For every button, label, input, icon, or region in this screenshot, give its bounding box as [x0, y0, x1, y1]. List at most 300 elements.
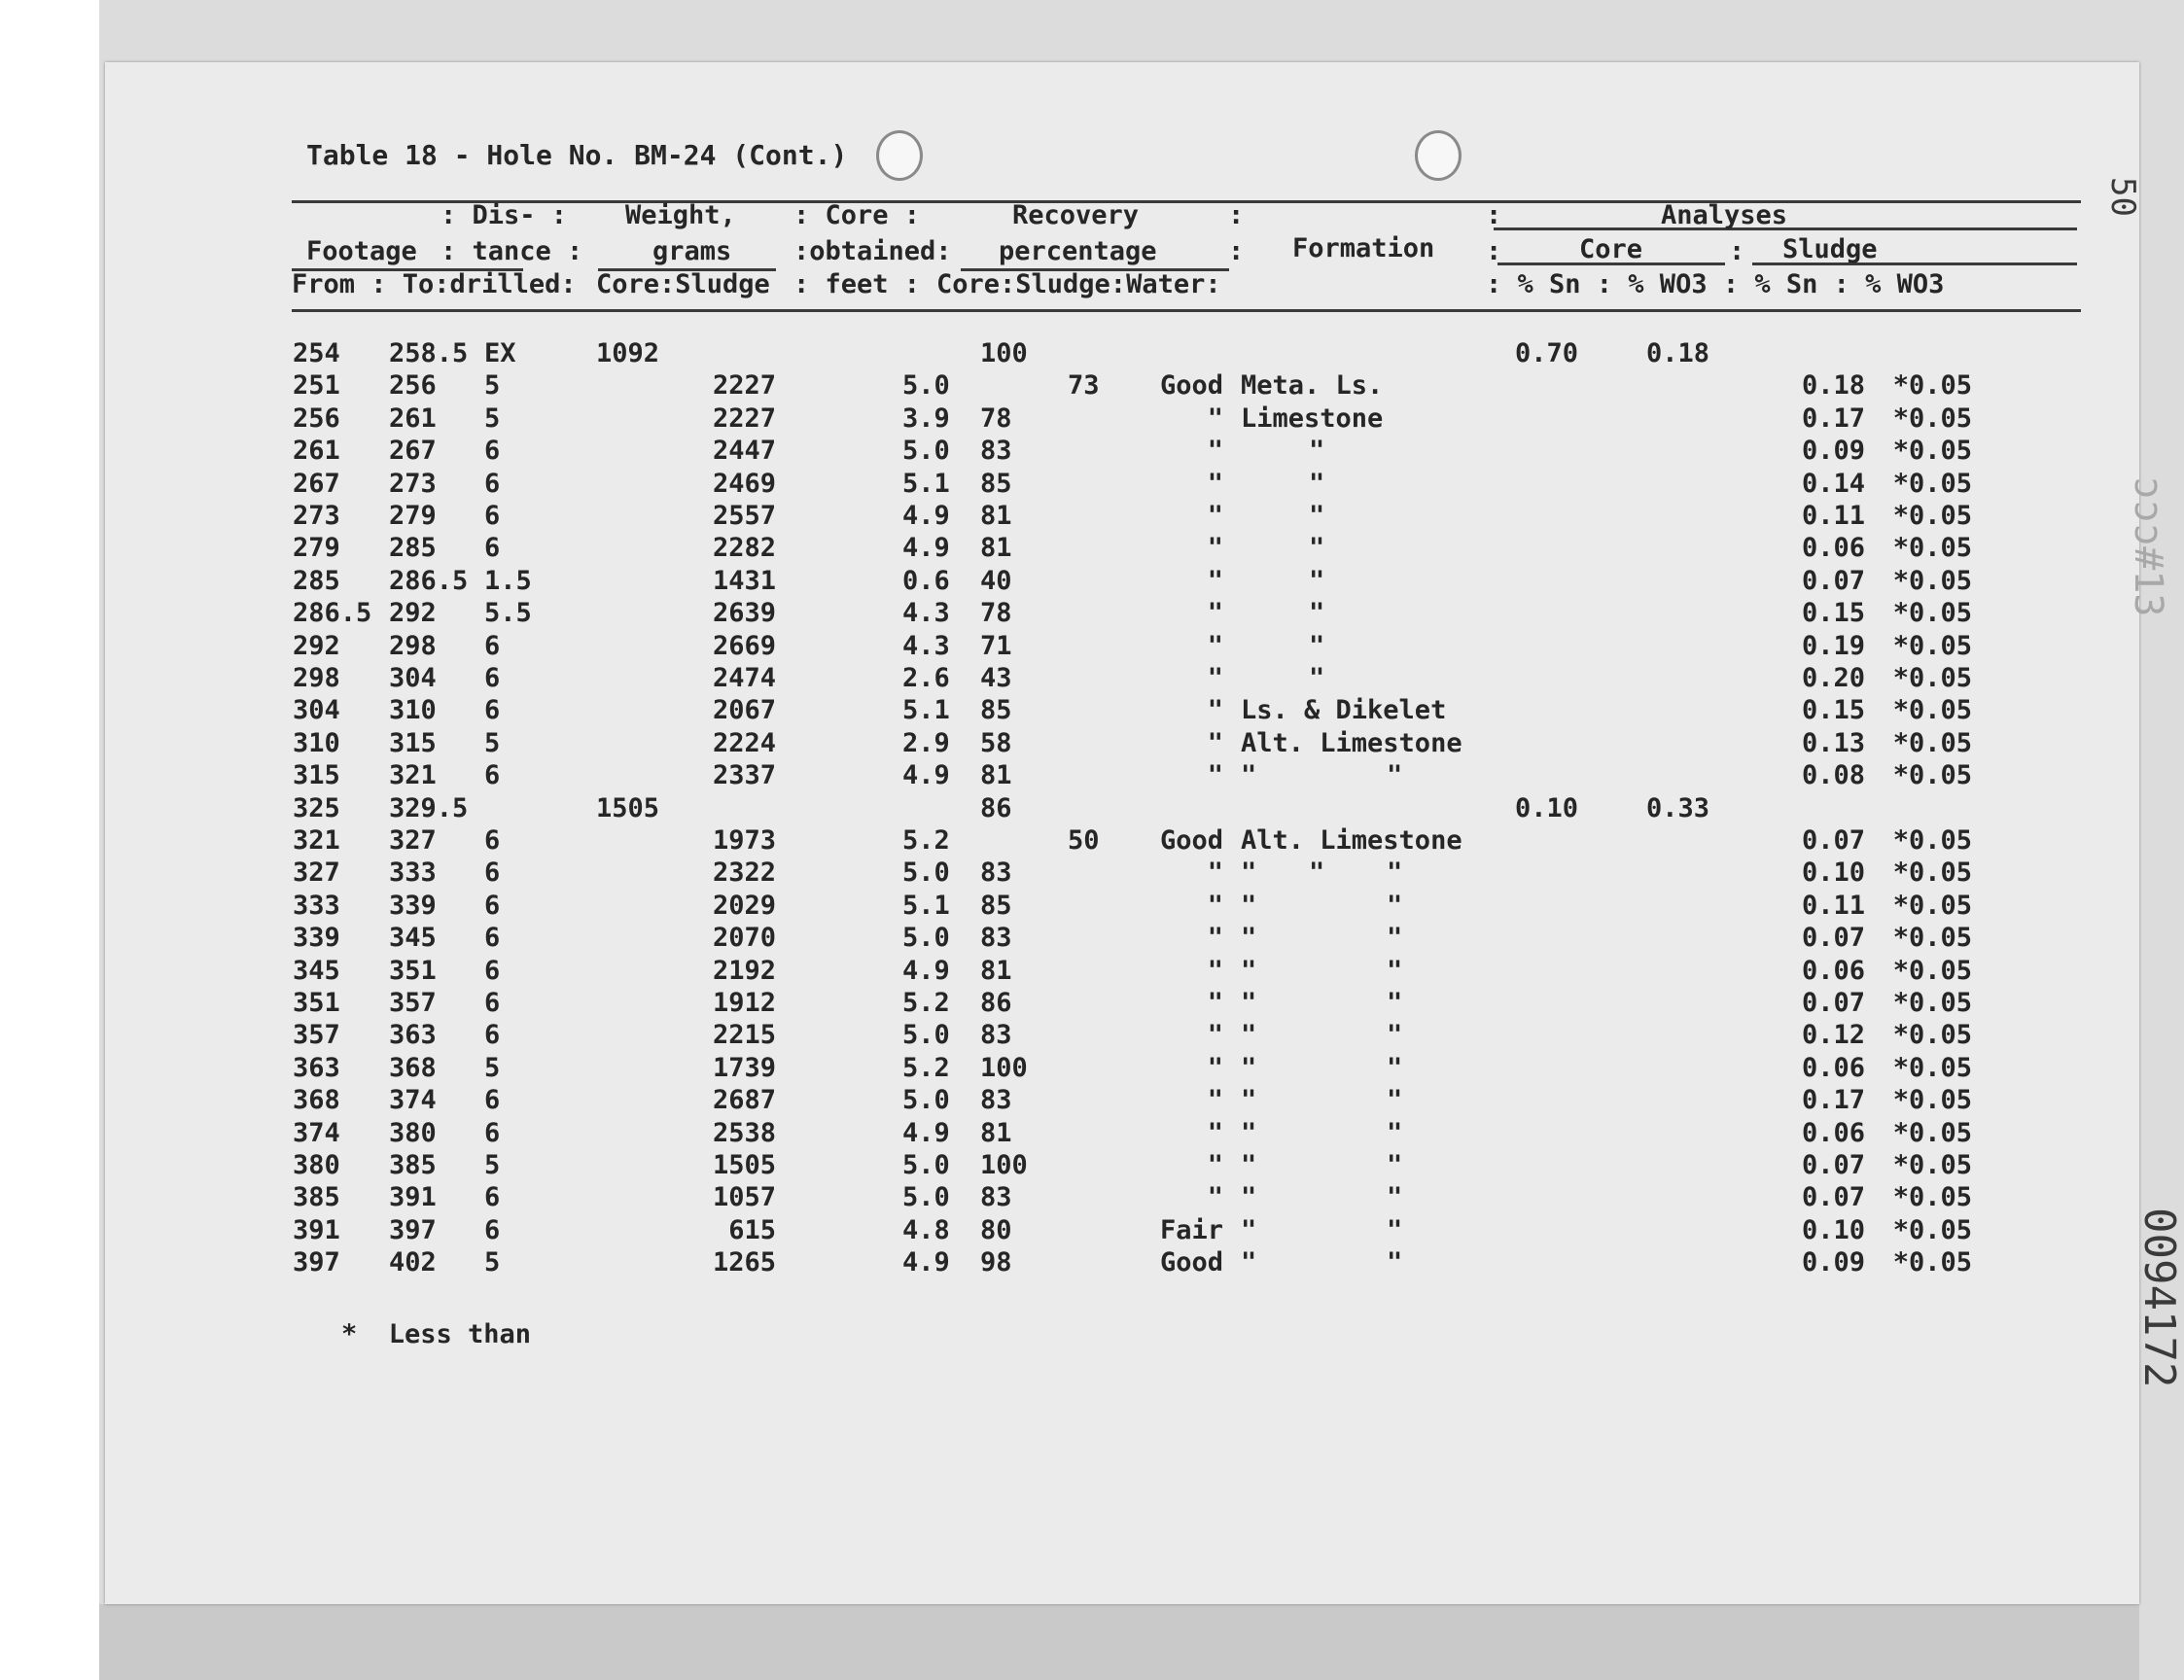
cell-feet: 2.9 — [902, 727, 950, 758]
cell-sl-wo3: *0.05 — [1892, 1182, 1972, 1213]
cell-sl-sn: 0.09 — [1801, 436, 1865, 467]
cell-from: 292 — [293, 630, 340, 661]
header-from-to-drilled: From : To:drilled: — [292, 269, 577, 299]
cell-sl-sn: 0.10 — [1801, 1214, 1865, 1245]
cell-from: 368 — [293, 1085, 340, 1116]
cell-feet: 5.0 — [902, 436, 950, 467]
cell-to: 267 — [389, 436, 437, 467]
cell-to: 261 — [389, 402, 437, 434]
footnote: * Less than — [341, 1319, 532, 1349]
cell-sl-wo3: *0.05 — [1892, 1052, 1972, 1083]
header-grams: grams — [652, 236, 732, 266]
cell-form1: " — [1241, 955, 1257, 986]
cell-form3: " — [1387, 988, 1403, 1018]
cell-drilled: 6 — [484, 825, 501, 856]
cell-to: 368 — [389, 1052, 437, 1083]
header-core-obtained-1: : Core : — [793, 200, 921, 230]
cell-form2: " — [1309, 533, 1325, 564]
cell-water: " — [1207, 663, 1223, 693]
cell-water: " — [1207, 598, 1223, 629]
cell-drilled: 6 — [484, 1020, 501, 1051]
cell-feet: 5.2 — [902, 1052, 950, 1083]
cell-feet: 5.0 — [902, 370, 950, 402]
cell-sl-sn: 0.06 — [1801, 955, 1865, 986]
cell-sludge-w: 2669 — [712, 630, 776, 661]
cell-sl-wo3: *0.05 — [1892, 890, 1972, 921]
cell-rec-core: 83 — [980, 858, 1012, 889]
cell-sl-wo3: *0.05 — [1892, 1117, 1972, 1148]
header-recovery: Recovery — [1012, 200, 1140, 230]
cell-water: " — [1207, 1182, 1223, 1213]
cell-sludge-w: 2282 — [712, 533, 776, 564]
cell-drilled: 5 — [484, 370, 501, 402]
cell-rec-core: 83 — [980, 436, 1012, 467]
cell-sludge-w: 2447 — [712, 436, 776, 467]
cell-sl-wo3: *0.05 — [1892, 1150, 1972, 1180]
cell-feet: 2.6 — [902, 663, 950, 693]
cell-water: " — [1207, 436, 1223, 467]
cell-feet: 4.3 — [902, 630, 950, 661]
cell-drilled: 6 — [484, 760, 501, 791]
cell-water: " — [1207, 1085, 1223, 1116]
cell-sl-wo3: *0.05 — [1892, 923, 1972, 954]
cell-sl-wo3: *0.05 — [1892, 533, 1972, 564]
cell-to: 258.5 — [389, 338, 469, 368]
cell-rec-core: 86 — [980, 988, 1012, 1018]
cell-water: " — [1207, 988, 1223, 1018]
cell-drilled: 6 — [484, 501, 501, 531]
cell-from: 374 — [293, 1117, 340, 1148]
cell-feet: 4.9 — [902, 1117, 950, 1148]
cell-drilled: 6 — [484, 1117, 501, 1148]
cell-to: 333 — [389, 858, 437, 889]
cell-to: 304 — [389, 663, 437, 693]
cell-rec-core: 80 — [980, 1214, 1012, 1245]
cell-water: " — [1207, 468, 1223, 499]
header-bottom-rule — [292, 309, 2081, 312]
cell-from: 310 — [293, 727, 340, 758]
punch-hole — [1415, 130, 1462, 181]
cell-core-wo3: 0.18 — [1646, 338, 1710, 368]
cell-rec-sludge: 73 — [1068, 370, 1100, 402]
cell-to: 279 — [389, 501, 437, 531]
cell-water: " — [1207, 923, 1223, 954]
cell-water: " — [1207, 1020, 1223, 1051]
cell-rec-core: 71 — [980, 630, 1012, 661]
cell-from: 380 — [293, 1150, 340, 1180]
cell-feet: 5.0 — [902, 1150, 950, 1180]
cell-feet: 3.9 — [902, 402, 950, 434]
cell-water: Good — [1159, 370, 1223, 402]
cell-drilled: 6 — [484, 468, 501, 499]
faint-stamp: ɔɔɔ#13 — [2126, 476, 2170, 617]
cell-from: 357 — [293, 1020, 340, 1051]
cell-rec-core: 43 — [980, 663, 1012, 693]
cell-form1: " — [1241, 1020, 1257, 1051]
cell-water: " — [1207, 890, 1223, 921]
cell-from: 333 — [293, 890, 340, 921]
cell-sl-sn: 0.07 — [1801, 923, 1865, 954]
cell-feet: 4.9 — [902, 760, 950, 791]
cell-rec-core: 78 — [980, 598, 1012, 629]
header-colon: : — [1228, 236, 1245, 266]
cell-rec-core: 85 — [980, 695, 1012, 726]
header-colon: : — [1729, 236, 1745, 266]
cell-rec-core: 78 — [980, 402, 1012, 434]
cell-sl-wo3: *0.05 — [1892, 825, 1972, 856]
cell-sludge-w: 615 — [728, 1214, 776, 1245]
cell-form1: Alt. Limestone — [1241, 727, 1462, 758]
scan-left-margin — [0, 0, 99, 1680]
cell-sl-sn: 0.06 — [1801, 1117, 1865, 1148]
cell-sl-wo3: *0.05 — [1892, 1085, 1972, 1116]
cell-water: " — [1207, 858, 1223, 889]
cell-drilled: 5.5 — [484, 598, 532, 629]
header-colon: : — [1486, 200, 1502, 230]
cell-drilled: 5 — [484, 727, 501, 758]
cell-sl-sn: 0.19 — [1801, 630, 1865, 661]
cell-sludge-w: 2639 — [712, 598, 776, 629]
cell-sludge-w: 2538 — [712, 1117, 776, 1148]
cell-from: 261 — [293, 436, 340, 467]
cell-to: 374 — [389, 1085, 437, 1116]
cell-rec-core: 40 — [980, 565, 1012, 596]
cell-feet: 4.9 — [902, 501, 950, 531]
cell-sl-sn: 0.07 — [1801, 565, 1865, 596]
cell-sludge-w: 2687 — [712, 1085, 776, 1116]
cell-sludge-w: 2227 — [712, 402, 776, 434]
cell-form3: " — [1387, 1214, 1403, 1245]
cell-sl-sn: 0.06 — [1801, 533, 1865, 564]
cell-from: 385 — [293, 1182, 340, 1213]
header-analyses-cols: : % Sn : % WO3 : % Sn : % WO3 — [1486, 269, 1945, 299]
cell-to: 292 — [389, 598, 437, 629]
cell-from: 391 — [293, 1214, 340, 1245]
cell-from: 279 — [293, 533, 340, 564]
cell-rec-core: 100 — [980, 338, 1028, 368]
cell-drilled: 5 — [484, 1052, 501, 1083]
cell-rec-core: 100 — [980, 1150, 1028, 1180]
cell-rec-core: 100 — [980, 1052, 1028, 1083]
cell-drilled: 1.5 — [484, 565, 532, 596]
cell-sludge-w: 1739 — [712, 1052, 776, 1083]
cell-to: 327 — [389, 825, 437, 856]
document-code: 0094172 — [2134, 1208, 2184, 1388]
cell-form1: " — [1241, 858, 1257, 889]
cell-sl-sn: 0.07 — [1801, 825, 1865, 856]
cell-feet: 5.2 — [902, 988, 950, 1018]
cell-core-w: 1505 — [596, 792, 660, 823]
header-colon: : — [1486, 236, 1502, 266]
cell-sl-sn: 0.11 — [1801, 501, 1865, 531]
cell-water: " — [1207, 695, 1223, 726]
cell-sludge-w: 2029 — [712, 890, 776, 921]
cell-sl-wo3: *0.05 — [1892, 988, 1972, 1018]
cell-form3: " — [1387, 923, 1403, 954]
header-core-obtained-3: : feet : — [793, 269, 921, 299]
cell-from: 321 — [293, 825, 340, 856]
header-core-sludge: Core:Sludge — [596, 269, 770, 299]
cell-form1: " — [1241, 1247, 1257, 1278]
cell-drilled: 5 — [484, 1247, 501, 1278]
cell-sl-wo3: *0.05 — [1892, 501, 1972, 531]
cell-form1: " — [1241, 1182, 1257, 1213]
cell-sludge-w: 2469 — [712, 468, 776, 499]
cell-form1: Meta. Ls. — [1241, 370, 1384, 402]
table-title: Table 18 - Hole No. BM-24 (Cont.) — [306, 139, 848, 171]
cell-form3: " — [1387, 760, 1403, 791]
cell-to: 345 — [389, 923, 437, 954]
cell-sl-sn: 0.20 — [1801, 663, 1865, 693]
header-core-obtained-2: :obtained: — [793, 236, 952, 266]
page-number: 50 — [2103, 177, 2142, 217]
cell-form3: " — [1387, 1247, 1403, 1278]
cell-sl-sn: 0.15 — [1801, 598, 1865, 629]
cell-to: 380 — [389, 1117, 437, 1148]
cell-sludge-w: 2474 — [712, 663, 776, 693]
cell-from: 345 — [293, 955, 340, 986]
cell-to: 357 — [389, 988, 437, 1018]
cell-drilled: 6 — [484, 1214, 501, 1245]
cell-form2: " — [1309, 858, 1325, 889]
cell-sl-sn: 0.17 — [1801, 402, 1865, 434]
cell-core-sn: 0.10 — [1515, 792, 1579, 823]
cell-sl-sn: 0.06 — [1801, 1052, 1865, 1083]
cell-to: 385 — [389, 1150, 437, 1180]
cell-feet: 4.9 — [902, 533, 950, 564]
cell-from: 273 — [293, 501, 340, 531]
cell-sl-sn: 0.11 — [1801, 890, 1865, 921]
cell-to: 285 — [389, 533, 437, 564]
header-formation: Formation — [1292, 233, 1435, 263]
cell-feet: 5.0 — [902, 1085, 950, 1116]
cell-sl-wo3: *0.05 — [1892, 565, 1972, 596]
cell-drilled: 6 — [484, 630, 501, 661]
cell-sl-sn: 0.14 — [1801, 468, 1865, 499]
cell-form2: " — [1309, 501, 1325, 531]
cell-sludge-w: 2557 — [712, 501, 776, 531]
cell-water: " — [1207, 565, 1223, 596]
cell-sludge-w: 2224 — [712, 727, 776, 758]
cell-form2: " — [1309, 565, 1325, 596]
cell-rec-core: 85 — [980, 890, 1012, 921]
cell-drilled: 6 — [484, 890, 501, 921]
cell-from: 298 — [293, 663, 340, 693]
cell-to: 329.5 — [389, 792, 469, 823]
cell-rec-core: 81 — [980, 501, 1012, 531]
header-sludge: Sludge — [1782, 234, 1878, 264]
cell-form1: " — [1241, 988, 1257, 1018]
cell-rec-core: 83 — [980, 1020, 1012, 1051]
cell-drilled: 5 — [484, 1150, 501, 1180]
cell-rec-core: 58 — [980, 727, 1012, 758]
cell-to: 298 — [389, 630, 437, 661]
cell-feet: 5.0 — [902, 1182, 950, 1213]
cell-rec-core: 86 — [980, 792, 1012, 823]
cell-water: " — [1207, 760, 1223, 791]
header-percentage: percentage — [999, 236, 1157, 266]
cell-sl-wo3: *0.05 — [1892, 727, 1972, 758]
cell-feet: 4.8 — [902, 1214, 950, 1245]
cell-rec-core: 81 — [980, 1117, 1012, 1148]
cell-water: " — [1207, 1052, 1223, 1083]
cell-sludge-w: 1912 — [712, 988, 776, 1018]
cell-from: 304 — [293, 695, 340, 726]
header-dis: : Dis- : — [440, 200, 568, 230]
cell-feet: 5.0 — [902, 858, 950, 889]
cell-sl-wo3: *0.05 — [1892, 955, 1972, 986]
cell-water: " — [1207, 1150, 1223, 1180]
cell-drilled: 6 — [484, 955, 501, 986]
cell-feet: 5.0 — [902, 923, 950, 954]
cell-feet: 5.1 — [902, 695, 950, 726]
cell-form1: " — [1241, 1214, 1257, 1245]
cell-rec-core: 85 — [980, 468, 1012, 499]
cell-sl-sn: 0.07 — [1801, 988, 1865, 1018]
cell-rec-sludge: 50 — [1068, 825, 1100, 856]
cell-form3: " — [1387, 955, 1403, 986]
cell-sl-wo3: *0.05 — [1892, 1020, 1972, 1051]
cell-sl-sn: 0.08 — [1801, 760, 1865, 791]
cell-sl-wo3: *0.05 — [1892, 436, 1972, 467]
cell-form3: " — [1387, 1020, 1403, 1051]
cell-form3: " — [1387, 1150, 1403, 1180]
cell-sludge-w: 1265 — [712, 1247, 776, 1278]
cell-to: 273 — [389, 468, 437, 499]
cell-core-sn: 0.70 — [1515, 338, 1579, 368]
cell-to: 286.5 — [389, 565, 469, 596]
cell-water: " — [1207, 727, 1223, 758]
cell-from: 339 — [293, 923, 340, 954]
cell-to: 363 — [389, 1020, 437, 1051]
cell-sl-sn: 0.18 — [1801, 370, 1865, 402]
cell-sl-wo3: *0.05 — [1892, 663, 1972, 693]
cell-sl-wo3: *0.05 — [1892, 370, 1972, 402]
cell-to: 339 — [389, 890, 437, 921]
scan-bottom-margin — [99, 1604, 2139, 1680]
cell-rec-core: 81 — [980, 760, 1012, 791]
cell-sl-sn: 0.17 — [1801, 1085, 1865, 1116]
header-recovery-cols: Core:Sludge:Water: — [936, 269, 1221, 299]
cell-sl-sn: 0.12 — [1801, 1020, 1865, 1051]
cell-sludge-w: 2227 — [712, 370, 776, 402]
cell-sludge-w: 2070 — [712, 923, 776, 954]
cell-sl-wo3: *0.05 — [1892, 1247, 1972, 1278]
header-colon: : — [1228, 200, 1245, 230]
cell-sludge-w: 1431 — [712, 565, 776, 596]
cell-sludge-w: 2322 — [712, 858, 776, 889]
cell-form2: " — [1309, 436, 1325, 467]
cell-feet: 5.2 — [902, 825, 950, 856]
cell-form3: " — [1387, 1182, 1403, 1213]
cell-sludge-w: 2067 — [712, 695, 776, 726]
cell-sl-sn: 0.09 — [1801, 1247, 1865, 1278]
cell-to: 402 — [389, 1247, 437, 1278]
cell-water: " — [1207, 533, 1223, 564]
cell-form3: " — [1387, 890, 1403, 921]
cell-form2: " — [1309, 598, 1325, 629]
cell-to: 321 — [389, 760, 437, 791]
cell-water: " — [1207, 1117, 1223, 1148]
cell-form3: " — [1387, 858, 1403, 889]
cell-feet: 4.3 — [902, 598, 950, 629]
cell-rec-core: 83 — [980, 1085, 1012, 1116]
cell-drilled: EX — [484, 338, 516, 368]
punch-hole — [876, 130, 923, 181]
cell-sl-sn: 0.07 — [1801, 1182, 1865, 1213]
cell-sl-wo3: *0.05 — [1892, 402, 1972, 434]
cell-drilled: 6 — [484, 988, 501, 1018]
cell-water: " — [1207, 955, 1223, 986]
cell-from: 286.5 — [293, 598, 372, 629]
cell-core-w: 1092 — [596, 338, 660, 368]
cell-feet: 4.9 — [902, 955, 950, 986]
cell-from: 285 — [293, 565, 340, 596]
cell-drilled: 6 — [484, 695, 501, 726]
cell-rec-core: 83 — [980, 923, 1012, 954]
cell-drilled: 6 — [484, 923, 501, 954]
cell-water: " — [1207, 501, 1223, 531]
cell-sludge-w: 1057 — [712, 1182, 776, 1213]
cell-drilled: 6 — [484, 1182, 501, 1213]
cell-form1: Ls. & Dikelet — [1241, 695, 1447, 726]
cell-to: 391 — [389, 1182, 437, 1213]
cell-sludge-w: 1505 — [712, 1150, 776, 1180]
header-weight: Weight, — [625, 200, 736, 230]
cell-form3: " — [1387, 1052, 1403, 1083]
cell-form1: " — [1241, 760, 1257, 791]
cell-rec-core: 83 — [980, 1182, 1012, 1213]
cell-rec-core: 81 — [980, 955, 1012, 986]
document-page — [105, 62, 2184, 1604]
cell-form3: " — [1387, 1117, 1403, 1148]
cell-water: Fair — [1159, 1214, 1223, 1245]
cell-form1: Limestone — [1241, 402, 1384, 434]
cell-core-wo3: 0.33 — [1646, 792, 1710, 823]
cell-form1: " — [1241, 1085, 1257, 1116]
cell-from: 397 — [293, 1247, 340, 1278]
cell-from: 351 — [293, 988, 340, 1018]
cell-sl-wo3: *0.05 — [1892, 630, 1972, 661]
cell-sl-wo3: *0.05 — [1892, 468, 1972, 499]
cell-from: 267 — [293, 468, 340, 499]
cell-drilled: 5 — [484, 402, 501, 434]
cell-feet: 4.9 — [902, 1247, 950, 1278]
cell-form2: " — [1309, 630, 1325, 661]
cell-from: 254 — [293, 338, 340, 368]
cell-from: 256 — [293, 402, 340, 434]
cell-sludge-w: 2337 — [712, 760, 776, 791]
cell-form2: " — [1309, 468, 1325, 499]
cell-water: " — [1207, 402, 1223, 434]
cell-form1: Alt. Limestone — [1241, 825, 1462, 856]
cell-feet: 5.1 — [902, 468, 950, 499]
cell-to: 351 — [389, 955, 437, 986]
cell-sludge-w: 2192 — [712, 955, 776, 986]
cell-form1: " — [1241, 890, 1257, 921]
cell-to: 397 — [389, 1214, 437, 1245]
cell-sl-wo3: *0.05 — [1892, 695, 1972, 726]
cell-sl-sn: 0.10 — [1801, 858, 1865, 889]
cell-form1: " — [1241, 1117, 1257, 1148]
header-analyses: Analyses — [1661, 200, 1788, 230]
cell-from: 327 — [293, 858, 340, 889]
cell-water: Good — [1159, 1247, 1223, 1278]
cell-sl-sn: 0.07 — [1801, 1150, 1865, 1180]
cell-to: 315 — [389, 727, 437, 758]
cell-sl-sn: 0.15 — [1801, 695, 1865, 726]
cell-feet: 5.0 — [902, 1020, 950, 1051]
